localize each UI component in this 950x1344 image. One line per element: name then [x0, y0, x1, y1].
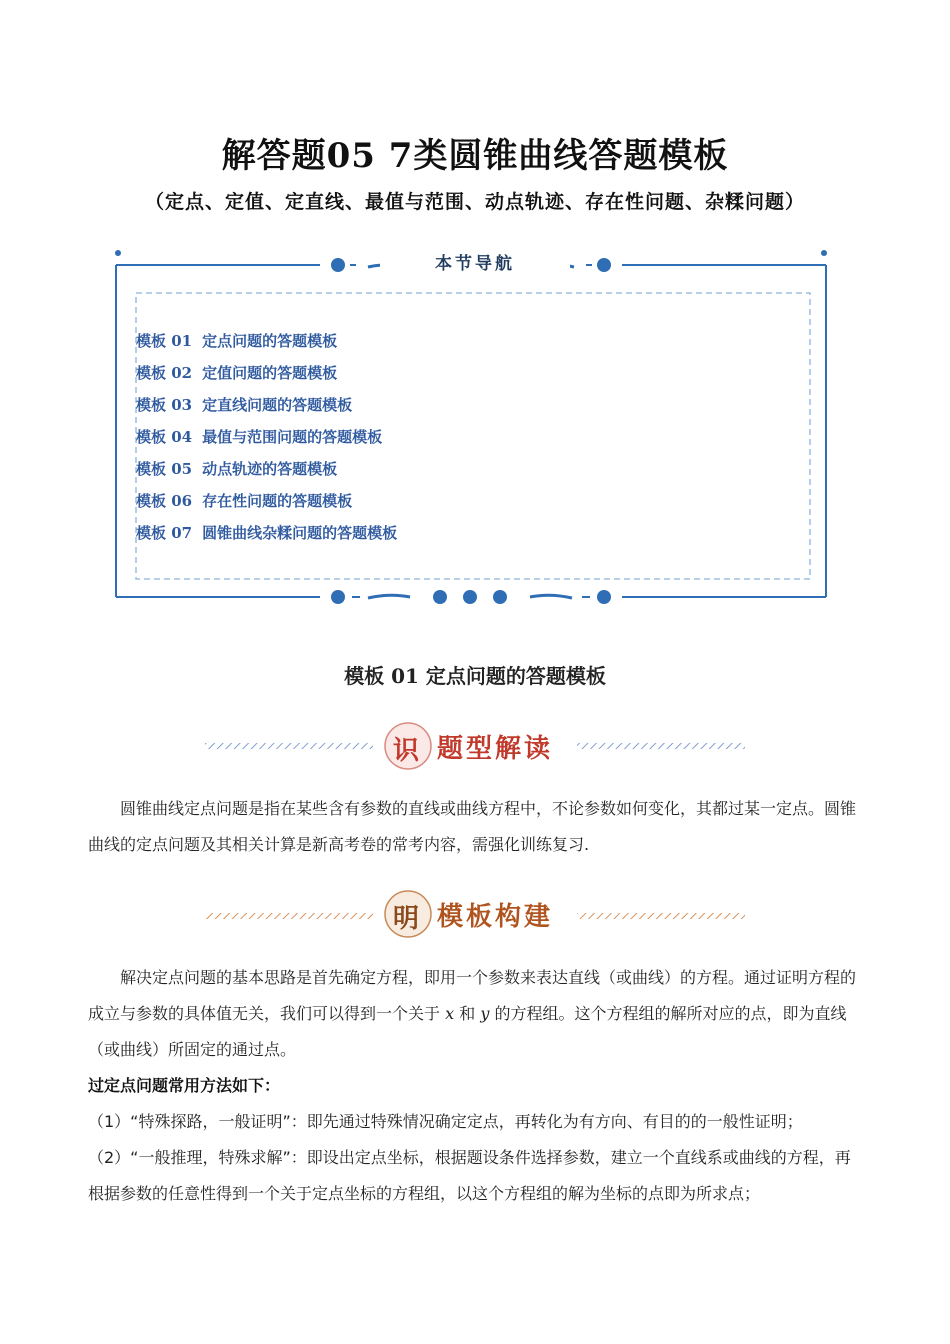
- nav-item-04[interactable]: [136, 426, 397, 458]
- nav-item-02[interactable]: [136, 362, 397, 394]
- nav-item-number: 模板 05: [136, 460, 193, 478]
- nav-item-label: 最值与范围问题的答题模板: [202, 428, 383, 446]
- variable-y: y: [480, 1004, 490, 1023]
- nav-item-number: 模板 01: [136, 332, 193, 350]
- banner-question-type: [205, 718, 745, 774]
- banner-title: 模板构建: [437, 902, 554, 932]
- intro-paragraph: 圆锥曲线定点问题是指在某些含有参数的直线或曲线方程中，不论参数如何变化，其都过某一定点。圆锥曲线的定点问题及其相关计算是新高考卷的常考内容，需强化训练复习.: [88, 799, 857, 854]
- nav-item-07[interactable]: [136, 522, 397, 554]
- nav-title: 本节导航: [380, 249, 570, 274]
- nav-item-label: 定点问题的答题模板: [202, 332, 338, 350]
- nav-item-01[interactable]: [136, 330, 397, 362]
- nav-item-label: 存在性问题的答题模板: [202, 492, 353, 510]
- nav-item-label: 动点轨迹的答题模板: [202, 460, 338, 478]
- nav-item-06[interactable]: [136, 490, 397, 522]
- nav-list: [136, 330, 397, 554]
- section-heading: 模板 01 定点问题的答题模板: [344, 664, 606, 688]
- method-item-2: （2）“一般推理，特殊求解”：即设出定点坐标，根据题设条件选择参数，建立一个直线系或曲线的方程，再根据参数的任意性得到一个关于定点坐标的方程组，以这个方程组的解为坐标的点即为所求点；: [88, 1148, 851, 1203]
- nav-item-05[interactable]: [136, 458, 397, 490]
- banner-title: 题型解读: [437, 734, 554, 764]
- method-text-3: 的方程组。这个方程组的解所对应的点，即为直线（或曲线）所固定的通过点。: [88, 1004, 847, 1059]
- nav-item-number: 模板 03: [136, 396, 193, 414]
- page-title: 解答题05 7类圆锥曲线答题模板: [221, 136, 729, 176]
- nav-item-number: 模板 02: [136, 364, 193, 382]
- nav-item-number: 模板 06: [136, 492, 193, 510]
- method-paragraph: [88, 960, 863, 1068]
- method-text-2: 和: [454, 1004, 481, 1023]
- nav-item-number: 模板 04: [136, 428, 193, 446]
- nav-item-label: 圆锥曲线杂糅问题的答题模板: [202, 524, 398, 542]
- variable-x: x: [445, 1004, 455, 1023]
- nav-item-number: 模板 07: [136, 524, 193, 542]
- method-item-1: （1）“特殊探路，一般证明”：即先通过特殊情况确定定点，再转化为有方向、有目的的一般性证明；: [88, 1112, 803, 1131]
- banner-template-build: [205, 886, 745, 942]
- badge-ming-icon: 明: [393, 904, 420, 934]
- nav-item-label: 定值问题的答题模板: [202, 364, 338, 382]
- nav-item-03[interactable]: [136, 394, 397, 426]
- page-subtitle: （定点、定值、定直线、最值与范围、动点轨迹、存在性问题、杂糅问题）: [144, 191, 805, 213]
- nav-item-label: 定直线问题的答题模板: [202, 396, 353, 414]
- badge-shi-icon: 识: [393, 736, 420, 766]
- method-text-1: 解决定点问题的基本思路是首先确定方程，即用一个参数来表达直线（或曲线）的方程。通过证明方程的成立与参数的具体值无关，我们可以得到一个关于: [88, 968, 857, 1023]
- methods-title: 过定点问题常用方法如下：: [88, 1076, 281, 1095]
